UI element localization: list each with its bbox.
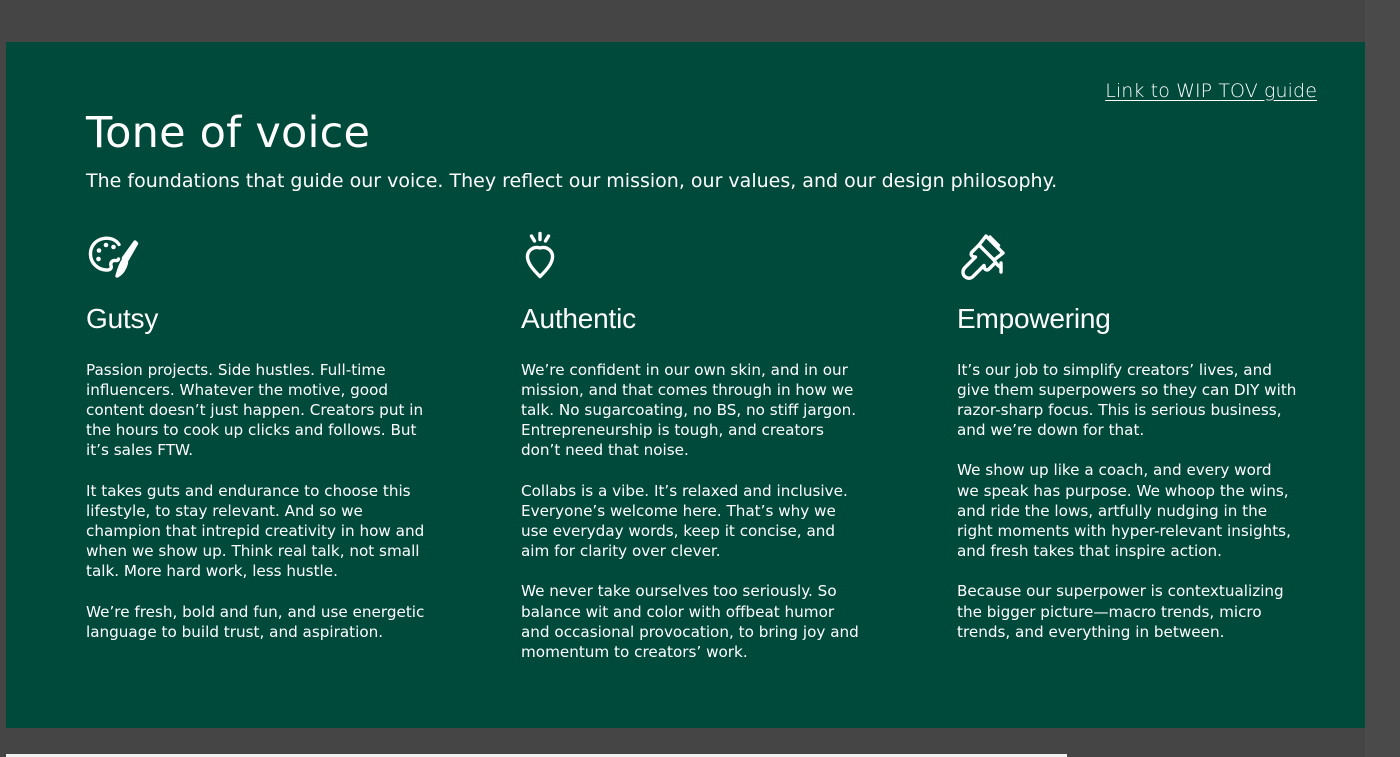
palette-brush-icon xyxy=(86,230,142,286)
column-heading: Gutsy xyxy=(86,303,159,334)
column-paragraph: It’s our job to simplify creators’ lives, and give them superpowers so they can DIY with razor-sharp focus. This is serious business, and we’re down for that. xyxy=(957,360,1297,440)
column-paragraph: We show up like a coach, and every word we speak has purpose. We whoop the wins, and ride the lows, artfully nudging in the right moments with hyper-relevant insights, and fresh takes that inspire action. xyxy=(957,461,1291,561)
column-paragraph: We’re confident in our own skin, and in our mission, and that comes through in how we talk. No sugarcoating, no BS, no stiff jargon. Entrepreneurship is tough, and creators don’t need that noise. xyxy=(521,360,857,460)
column-body xyxy=(86,360,426,642)
wip-tov-guide-link[interactable]: Link to WIP TOV guide xyxy=(1105,80,1317,102)
heart-sparkle-icon xyxy=(521,230,577,286)
column-paragraph: It takes guts and endurance to choose this lifestyle, to stay relevant. And so we champion that intrepid creativity in how and when we show up. Think real talk, not small talk. More hard work, less hustle. xyxy=(86,481,425,581)
paintbrush-icon xyxy=(957,230,1013,286)
column-paragraph: Because our superpower is contextualizing the bigger picture—macro trends, micro trends, and everything in between. xyxy=(957,582,1284,641)
page-title: Tone of voice xyxy=(86,108,371,158)
column-paragraph: Passion projects. Side hustles. Full-time influencers. Whatever the motive, good content doesn’t just happen. Creators put in the hours to cook up clicks and follows. But it’s sales FTW. xyxy=(86,360,424,460)
column-body xyxy=(521,360,861,663)
column-body xyxy=(957,360,1297,642)
tone-of-voice-panel xyxy=(6,42,1365,728)
tone-column-authentic xyxy=(521,230,861,682)
column-paragraph: Collabs is a vibe. It’s relaxed and inclusive. Everyone’s welcome here. That’s why we use everyday words, keep it concise, and aim for clarity over clever. xyxy=(521,481,848,561)
column-paragraph: We never take ourselves too seriously. So balance wit and color with offbeat humor and occasional provocation, to bring joy and momentum to creators’ work. xyxy=(521,582,859,662)
page-subtitle: The foundations that guide our voice. They reflect our mission, our values, and our design philosophy. xyxy=(86,170,1058,192)
column-paragraph: We’re fresh, bold and fun, and use energetic language to build trust, and aspiration. xyxy=(86,602,425,641)
column-heading: Authentic xyxy=(521,303,636,334)
column-heading: Empowering xyxy=(957,303,1111,334)
right-margin-strip xyxy=(1365,0,1400,757)
tone-column-gutsy xyxy=(86,230,426,662)
tone-column-empowering xyxy=(957,230,1297,662)
